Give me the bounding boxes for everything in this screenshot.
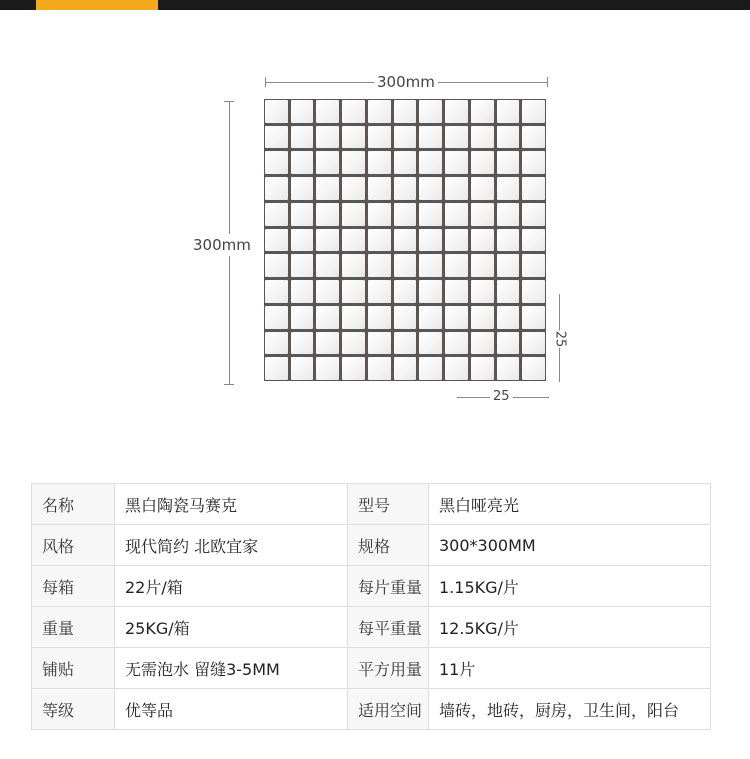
mosaic-tile: [291, 151, 314, 174]
mosaic-tile: [471, 332, 494, 355]
height-label: 300mm: [193, 236, 251, 254]
mosaic-tile: [522, 332, 545, 355]
mosaic-tile: [368, 254, 391, 277]
mosaic-tile: [342, 203, 365, 226]
mosaic-tile: [291, 100, 314, 123]
mosaic-tile: [291, 203, 314, 226]
mosaic-tile: [265, 332, 288, 355]
mosaic-tile: [316, 254, 339, 277]
mosaic-tile: [497, 306, 520, 329]
mosaic-tile: [419, 151, 442, 174]
mosaic-tile: [342, 306, 365, 329]
mosaic-tile: [419, 332, 442, 355]
mosaic-tile: [368, 280, 391, 303]
tile-height-label: 25: [552, 330, 568, 348]
mosaic-tile: [265, 229, 288, 252]
mosaic-tile: [419, 306, 442, 329]
mosaic-tile: [497, 254, 520, 277]
mosaic-tile: [445, 254, 468, 277]
spec-key: 等级: [32, 689, 115, 730]
mosaic-tile: [445, 229, 468, 252]
spec-value: 12.5KG/片: [429, 607, 711, 648]
mosaic-tile: [522, 177, 545, 200]
mosaic-tile: [522, 203, 545, 226]
spec-key: 每片重量: [348, 566, 429, 607]
mosaic-tile: [394, 126, 417, 149]
mosaic-tile: [419, 100, 442, 123]
mosaic-tile: [342, 126, 365, 149]
mosaic-tile: [445, 332, 468, 355]
mosaic-tile: [419, 177, 442, 200]
spec-value: 无需泡水 留缝3-5MM: [115, 648, 348, 689]
mosaic-tile: [342, 254, 365, 277]
mosaic-tile: [471, 280, 494, 303]
height-dimension-tick-top: [224, 101, 234, 102]
mosaic-tile: [291, 306, 314, 329]
mosaic-tile: [471, 100, 494, 123]
mosaic-tile: [419, 254, 442, 277]
mosaic-tile: [342, 229, 365, 252]
mosaic-tile: [445, 151, 468, 174]
mosaic-tile: [394, 151, 417, 174]
mosaic-tile: [471, 126, 494, 149]
spec-row: [32, 484, 711, 525]
mosaic-tile: [368, 229, 391, 252]
mosaic-tile: [419, 203, 442, 226]
mosaic-tile: [265, 280, 288, 303]
mosaic-tile: [316, 332, 339, 355]
mosaic-tile: [522, 357, 545, 380]
mosaic-tile: [342, 100, 365, 123]
width-dimension-tick-left: [265, 77, 266, 87]
tile-width-label: 25: [490, 388, 513, 406]
mosaic-tile: [368, 357, 391, 380]
mosaic-tile: [522, 306, 545, 329]
width-dimension-tick-right: [547, 77, 548, 87]
mosaic-tile: [265, 357, 288, 380]
mosaic-tile: [445, 126, 468, 149]
mosaic-tile: [291, 280, 314, 303]
spec-row: [32, 648, 711, 689]
mosaic-tile: [471, 203, 494, 226]
mosaic-tile: [522, 100, 545, 123]
spec-row: [32, 566, 711, 607]
mosaic-tile: [342, 151, 365, 174]
mosaic-tile: [291, 177, 314, 200]
mosaic-tile: [265, 203, 288, 226]
mosaic-tile: [522, 126, 545, 149]
mosaic-tile: [497, 100, 520, 123]
spec-key: 平方用量: [348, 648, 429, 689]
mosaic-tile: [471, 357, 494, 380]
mosaic-tile: [394, 332, 417, 355]
width-label: 300mm: [374, 73, 438, 91]
spec-value: 300*300MM: [429, 525, 711, 566]
mosaic-tile: [522, 280, 545, 303]
mosaic-tile: [265, 100, 288, 123]
mosaic-tile: [368, 151, 391, 174]
mosaic-tile: [291, 357, 314, 380]
mosaic-tile: [316, 177, 339, 200]
mosaic-tile: [471, 254, 494, 277]
mosaic-tile: [419, 280, 442, 303]
mosaic-tile: [497, 126, 520, 149]
mosaic-tile: [497, 151, 520, 174]
mosaic-tile: [419, 357, 442, 380]
mosaic-tile: [471, 229, 494, 252]
mosaic-tile: [522, 229, 545, 252]
mosaic-tile: [471, 151, 494, 174]
spec-value: 黑白陶瓷马赛克: [115, 484, 348, 525]
mosaic-tile: [497, 280, 520, 303]
mosaic-tile: [522, 254, 545, 277]
top-banner: [0, 0, 750, 10]
mosaic-tile: [445, 203, 468, 226]
mosaic-tile: [342, 177, 365, 200]
mosaic-tile: [316, 357, 339, 380]
mosaic-tile: [394, 177, 417, 200]
spec-key: 每平重量: [348, 607, 429, 648]
height-dimension-tick-bottom: [224, 384, 234, 385]
spec-value: 黑白哑亮光: [429, 484, 711, 525]
mosaic-tile: [316, 229, 339, 252]
spec-key: 铺贴: [32, 648, 115, 689]
mosaic-tile: [394, 280, 417, 303]
mosaic-tile: [471, 306, 494, 329]
mosaic-tile: [291, 126, 314, 149]
spec-key: 重量: [32, 607, 115, 648]
mosaic-tile: [445, 357, 468, 380]
mosaic-tile: [368, 203, 391, 226]
mosaic-tile: [497, 203, 520, 226]
mosaic-tile: [497, 332, 520, 355]
mosaic-tile: [445, 280, 468, 303]
spec-value: 22片/箱: [115, 566, 348, 607]
mosaic-tile: [445, 177, 468, 200]
spec-key: 型号: [348, 484, 429, 525]
mosaic-tile: [471, 177, 494, 200]
mosaic-tile: [316, 306, 339, 329]
mosaic-tile: [316, 151, 339, 174]
spec-value: 25KG/箱: [115, 607, 348, 648]
mosaic-tile: [316, 100, 339, 123]
spec-key: 适用空间: [348, 689, 429, 730]
spec-value: 现代简约 北欧宜家: [115, 525, 348, 566]
mosaic-tile: [316, 280, 339, 303]
mosaic-tile: [368, 126, 391, 149]
mosaic-tile: [497, 177, 520, 200]
mosaic-tile: [394, 357, 417, 380]
banner-tab: [36, 0, 158, 10]
mosaic-tile: [265, 306, 288, 329]
mosaic-tile: [316, 126, 339, 149]
mosaic-tile: [265, 177, 288, 200]
spec-value: 11片: [429, 648, 711, 689]
mosaic-tile: [419, 229, 442, 252]
mosaic-tile: [265, 254, 288, 277]
mosaic-tile-sheet: [264, 99, 546, 381]
spec-key: 名称: [32, 484, 115, 525]
mosaic-tile: [368, 100, 391, 123]
mosaic-tile: [394, 229, 417, 252]
mosaic-tile: [394, 306, 417, 329]
mosaic-tile: [368, 332, 391, 355]
mosaic-tile: [394, 100, 417, 123]
mosaic-tile: [445, 100, 468, 123]
mosaic-tile: [291, 229, 314, 252]
spec-value: 1.15KG/片: [429, 566, 711, 607]
mosaic-tile: [291, 254, 314, 277]
mosaic-tile: [394, 254, 417, 277]
mosaic-tile: [265, 126, 288, 149]
mosaic-tile: [291, 332, 314, 355]
mosaic-tile: [342, 357, 365, 380]
mosaic-tile: [419, 126, 442, 149]
mosaic-tile: [342, 332, 365, 355]
spec-row: [32, 525, 711, 566]
mosaic-tile: [445, 306, 468, 329]
spec-row: [32, 689, 711, 730]
mosaic-tile: [342, 280, 365, 303]
mosaic-tile: [497, 357, 520, 380]
spec-key: 规格: [348, 525, 429, 566]
mosaic-tile: [265, 151, 288, 174]
spec-row: [32, 607, 711, 648]
mosaic-tile: [497, 229, 520, 252]
mosaic-tile: [316, 203, 339, 226]
spec-value: 优等品: [115, 689, 348, 730]
spec-key: 风格: [32, 525, 115, 566]
mosaic-tile: [368, 177, 391, 200]
spec-key: 每箱: [32, 566, 115, 607]
spec-table: [31, 483, 711, 730]
spec-value: 墙砖，地砖，厨房，卫生间，阳台: [429, 689, 711, 730]
mosaic-tile: [368, 306, 391, 329]
mosaic-tile: [522, 151, 545, 174]
mosaic-tile: [394, 203, 417, 226]
